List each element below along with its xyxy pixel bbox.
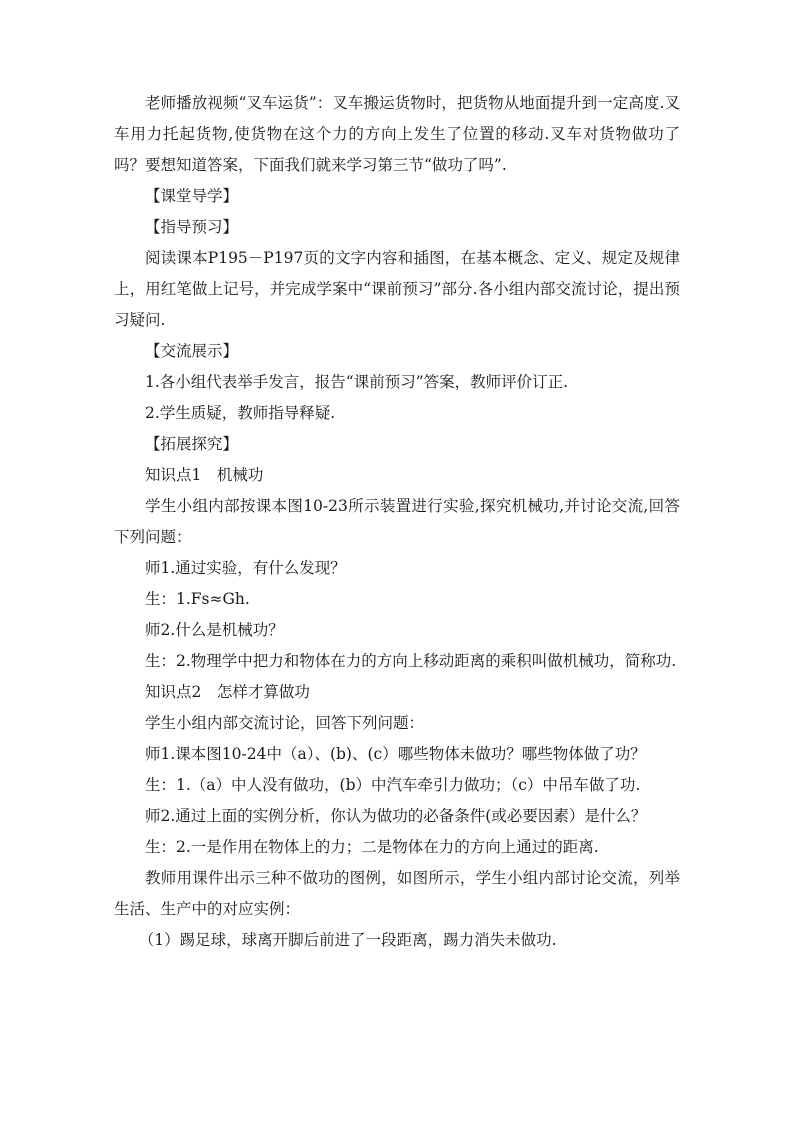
paragraph-student-a1: 生：1.Fs≈Gh. [145,590,250,608]
paragraph-exchange-2: 2.学生质疑，教师指导释疑. [145,404,336,422]
paragraph-teacher-q3: 师1.课本图10-24中（a）、(b)、(c）哪些物体未做功？哪些物体做了功？ [145,745,646,763]
paragraph-student-a2: 生：2.物理学中把力和物体在力的方向上移动距离的乘积叫做机械功，简称功. [145,652,677,670]
heading-guided-preview: 【指导预习】 [145,218,239,236]
paragraph-student-a4: 生：2.一是作用在物体上的力；二是物体在力的方向上通过的距离. [145,838,599,856]
paragraph-preview-instructions: 阅读课本P195－P197页的文字内容和插图，在基本概念、定义、规定及规律上，用红笔做上记号，并完成学案中“课前预习”部分.各小组内部交流讨论，提出预习疑问. [114,249,680,329]
paragraph-experiment: 学生小组内部按课本图10-23所示装置进行实验,探究机械功,并讨论交流,回答下列问题： [114,497,680,546]
paragraph-intro: 老师播放视频“叉车运货”：叉车搬运货物时，把货物从地面提升到一定高度.叉车用力托起货物,使货物在这个力的方向上发生了位置的移动.叉车对货物做功了吗？要想知道答案，下面我们就来学习第三节“做功了吗”. [114,94,680,174]
paragraph-group-discussion: 学生小组内部交流讨论，回答下列问题： [145,714,425,732]
document-body [114,88,680,956]
heading-classroom-guide: 【课堂导学】 [145,187,239,205]
heading-exchange-show: 【交流展示】 [145,342,239,360]
paragraph-example-1: （1）踢足球，球离开脚后前进了一段距离，踢力消失未做功. [138,931,557,949]
paragraph-exchange-1: 1.各小组代表举手发言，报告“课前预习”答案，教师评价订正. [145,373,569,391]
heading-knowledge-point-2: 知识点2 怎样才算做功 [145,683,310,701]
paragraph-student-a3: 生：1.（a）中人没有做功，(b）中汽车牵引力做功；（c）中吊车做了功. [145,776,641,794]
paragraph-courseware: 教师用课件出示三种不做功的图例，如图所示，学生小组内部讨论交流，列举生活、生产中的对应实例： [114,869,680,918]
heading-knowledge-point-1: 知识点1 机械功 [145,466,264,484]
heading-extended-inquiry: 【拓展探究】 [145,435,239,453]
paragraph-teacher-q1: 师1.通过实验，有什么发现？ [145,559,346,577]
paragraph-teacher-q2: 师2.什么是机械功？ [145,621,284,639]
paragraph-teacher-q4: 师2.通过上面的实例分析，你认为做功的必备条件(或必要因素）是什么？ [145,807,647,825]
